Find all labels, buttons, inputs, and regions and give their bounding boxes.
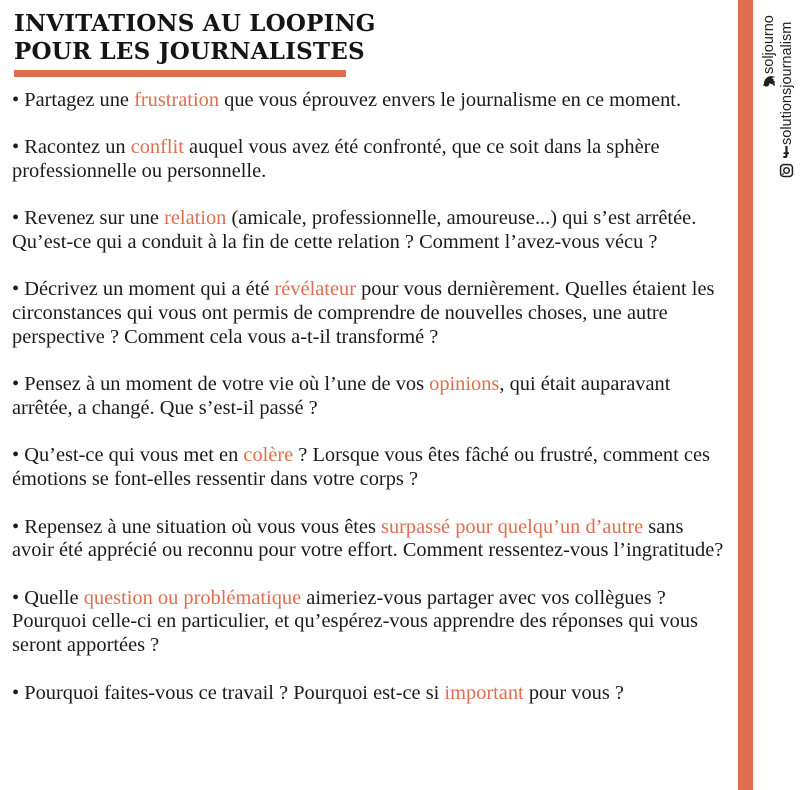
- list-item: • Repensez à une situation où vous vous êtes surpassé pour quelqu’un d’autre sans avoir été apprécié ou reconnu pour votre effort. Comment ressentez-vous l’ingratitude?: [12, 515, 724, 562]
- twitter-icon: [762, 74, 776, 88]
- highlight-keyword: conflit: [130, 136, 184, 159]
- list-item: • Quelle question ou problématique aimeriez-vous partager avec vos collègues ? Pourquoi celle-ci en particulier, et qu’espérez-vous apprendre des réponses qui vous seront apportées ?: [12, 586, 698, 657]
- highlight-keyword: frustration: [134, 89, 220, 111]
- title-underline: [14, 70, 346, 77]
- social-twitter[interactable]: [760, 4, 778, 92]
- list-item: • Racontez un conflit auquel vous avez été confronté, que ce soit dans la sphère professionnelle ou personnelle.: [12, 136, 660, 183]
- list-item: • Décrivez un moment qui a été révélateur pour vous dernièrement. Quelles étaient les circonstances qui vous ont permis de comprendre de nouvelles choses, une autre perspective ? Comment cela vous a-t-il transformé ?: [12, 278, 715, 349]
- page-title: [14, 10, 376, 66]
- highlight-keyword: important: [444, 681, 524, 704]
- highlight-keyword: colère: [243, 444, 294, 467]
- twitter-handle: soljourno: [761, 15, 777, 74]
- title-line-1: INVITATIONS AU LOOPING: [14, 10, 376, 37]
- prompt-list: [12, 89, 724, 729]
- list-item: • Partagez une frustration que vous éprouvez envers le journalisme en ce moment.: [12, 89, 682, 111]
- instagram-facebook-handle: solutionsjournalism: [779, 21, 795, 145]
- list-item: • Revenez sur une relation (amicale, professionnelle, amoureuse...) qui s’est arrêtée. Qu’est-ce qui a conduit à la fin de cette relation ? Comment l’avez-vous vécu ?: [12, 207, 697, 254]
- title-line-2: POUR LES JOURNALISTES: [14, 38, 365, 65]
- list-item: • Qu’est-ce qui vous met en colère ? Lorsque vous êtes fâché ou frustré, comment ces émotions se font-elles ressentir dans votre corps ?: [12, 444, 710, 491]
- highlight-keyword: opinions: [429, 373, 500, 396]
- highlight-keyword: question ou problématique: [83, 586, 302, 609]
- highlight-keyword: révélateur: [274, 278, 357, 301]
- social-handles: [756, 0, 801, 190]
- accent-side-bar: [738, 0, 753, 790]
- facebook-icon: [781, 145, 794, 159]
- social-instagram-facebook[interactable]: [778, 4, 796, 182]
- list-item: • Pourquoi faites-vous ce travail ? Pourquoi est-ce si important pour vous ?: [12, 681, 624, 704]
- list-item: • Pensez à un moment de votre vie où l’une de vos opinions, qui était auparavant arrêtée, a changé. Que s’est-il passé ?: [12, 373, 671, 420]
- highlight-keyword: surpassé pour quelqu’un d’autre: [381, 515, 644, 538]
- highlight-keyword: relation: [164, 207, 227, 230]
- instagram-icon: [780, 163, 795, 178]
